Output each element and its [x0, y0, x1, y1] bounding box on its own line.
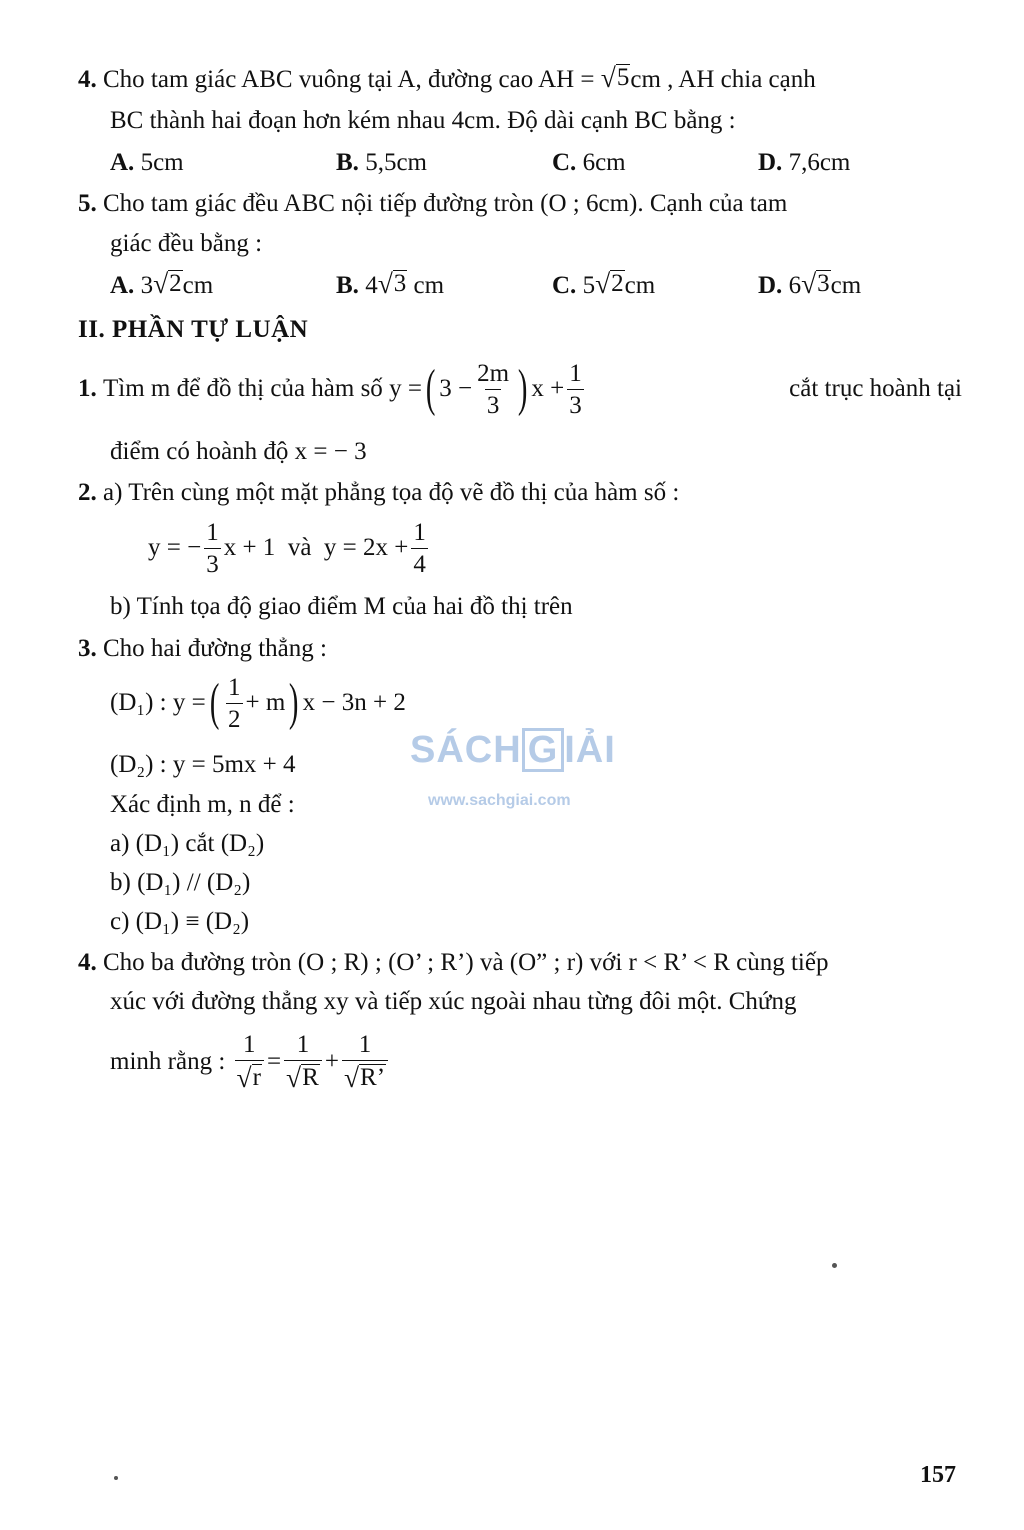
q4-option-a: A. 5cm: [110, 149, 184, 176]
p3-number: 3.: [78, 635, 97, 662]
q5-number: 5.: [78, 190, 97, 217]
p4-fraction-Rprime: 1 √ R’: [342, 1032, 388, 1092]
p2-eq1-tail: x + 1: [223, 534, 276, 561]
p3-d2: (D₂) : y = 5mx + 4: [110, 751, 296, 778]
q4-option-c: C. 6cm: [552, 149, 626, 176]
p1-text-a: Tìm m để đồ thị của hàm số: [103, 375, 383, 402]
p2-number: 2.: [78, 479, 97, 506]
p1-paren-right: ): [517, 360, 528, 417]
q4-sqrt: √ 5: [600, 62, 630, 93]
p1-text-b: cắt trục hoành tại: [789, 375, 962, 402]
p3-d1: [110, 670, 406, 736]
p2-line-a: [78, 478, 679, 508]
p3-intro-text: Cho hai đường thẳng :: [103, 635, 327, 662]
p3-item-c: c) (D₁) ≡ (D₂): [110, 908, 250, 935]
q4-option-d: D. 7,6cm: [758, 149, 851, 176]
p2-eq-and: và: [287, 534, 312, 561]
q5-option-b: B. 4 √ 3 cm: [336, 268, 445, 299]
p2-equations: [148, 515, 431, 581]
p2-eq1-y: y = −: [148, 534, 202, 561]
p4-line3-text: minh rằng :: [110, 1048, 226, 1075]
p4-fraction-R: 1 √ R: [284, 1032, 322, 1092]
watermark-url: www.sachgiai.com: [428, 792, 571, 809]
p4-plus-sign: +: [324, 1048, 339, 1075]
p4-line1: [78, 948, 828, 978]
q4-line2: BC thành hai đoạn hơn kém nhau 4cm. Độ dài cạnh BC bằng :: [110, 107, 736, 134]
section-title: II. PHẦN TỰ LUẬN: [78, 316, 309, 343]
p4-line2: xúc với đường thẳng xy và tiếp xúc ngoài nhau từng đôi một. Chứng: [110, 988, 797, 1015]
p1-number: 1.: [78, 375, 97, 402]
p3-d1-m: + m: [245, 689, 286, 716]
p1-paren-left: (: [425, 360, 436, 417]
p3-d1-label: (D₁) : y =: [110, 689, 206, 716]
q4-text-b: cm , AH chia cạnh: [630, 66, 816, 93]
p3-intro: [78, 634, 327, 664]
page-number: 157: [920, 1462, 956, 1488]
q5-option-c: C. 5 √ 2 cm: [552, 268, 656, 299]
p4-eq-sign: =: [266, 1048, 282, 1075]
p2-line-b: b) Tính tọa độ giao điểm M của hai đồ thị trên: [110, 593, 573, 620]
p3-ask: Xác định m, n để :: [110, 791, 295, 818]
q4-option-b: B. 5,5cm: [336, 149, 427, 176]
p3-d1-tail: x − 3n + 2: [302, 689, 406, 716]
scan-speck: [114, 1476, 118, 1480]
p1-eq-y: y =: [389, 375, 422, 402]
p4-fraction-r: 1 √ r: [235, 1032, 264, 1092]
watermark-logo: SÁCH G IẢI: [410, 729, 616, 771]
p4-line1-text: Cho ba đường tròn (O ; R) ; (O’ ; R’) và (O” ; r) với r < R’ < R cùng tiếp: [103, 949, 829, 976]
scan-speck: [832, 1263, 837, 1268]
q4-number: 4.: [78, 66, 97, 93]
p1-line1: [78, 356, 962, 422]
q5-text: Cho tam giác đều ABC nội tiếp đường tròn (O ; 6cm). Cạnh của tam: [103, 190, 788, 217]
p2-eq2-y: y = 2x +: [323, 534, 409, 561]
p1-eq-3: 3 −: [439, 375, 473, 402]
q5-option-a: A. 3 √ 2 cm: [110, 268, 214, 299]
p4-line3: [110, 1026, 391, 1098]
p3-d1-fraction: $\frac{1}{2}$: [228, 673, 241, 733]
p1-fraction-1: $\frac{2m}{3}$: [477, 359, 510, 419]
q5-option-d: D. 6 √ 3 cm: [758, 268, 862, 299]
q5-line1: [78, 189, 962, 219]
p4-number: 4.: [78, 949, 97, 976]
q5-line2: giác đều bằng :: [110, 230, 263, 257]
q4-text-a: Cho tam giác ABC vuông tại A, đường cao AH =: [103, 66, 595, 93]
p3-item-b: b) (D₁) // (D₂): [110, 869, 251, 896]
p3-item-a: a) (D₁) cắt (D₂): [110, 830, 265, 857]
p2-a-text: a) Trên cùng một mặt phẳng tọa độ vẽ đồ thị của hàm số :: [103, 479, 680, 506]
p2-eq1-fraction: $\frac{1}{3}$: [206, 518, 219, 578]
p3-d1-paren-left: (: [209, 674, 220, 731]
p1-line2: điểm có hoành độ x = − 3: [110, 438, 367, 465]
p3-d1-paren-right: ): [289, 674, 299, 731]
p1-eq-x: x +: [531, 375, 565, 402]
p1-fraction-2: $\frac{1}{3}$: [569, 359, 582, 419]
q4-line1: [78, 64, 962, 95]
p2-eq2-fraction: $\frac{1}{4}$: [413, 518, 426, 578]
